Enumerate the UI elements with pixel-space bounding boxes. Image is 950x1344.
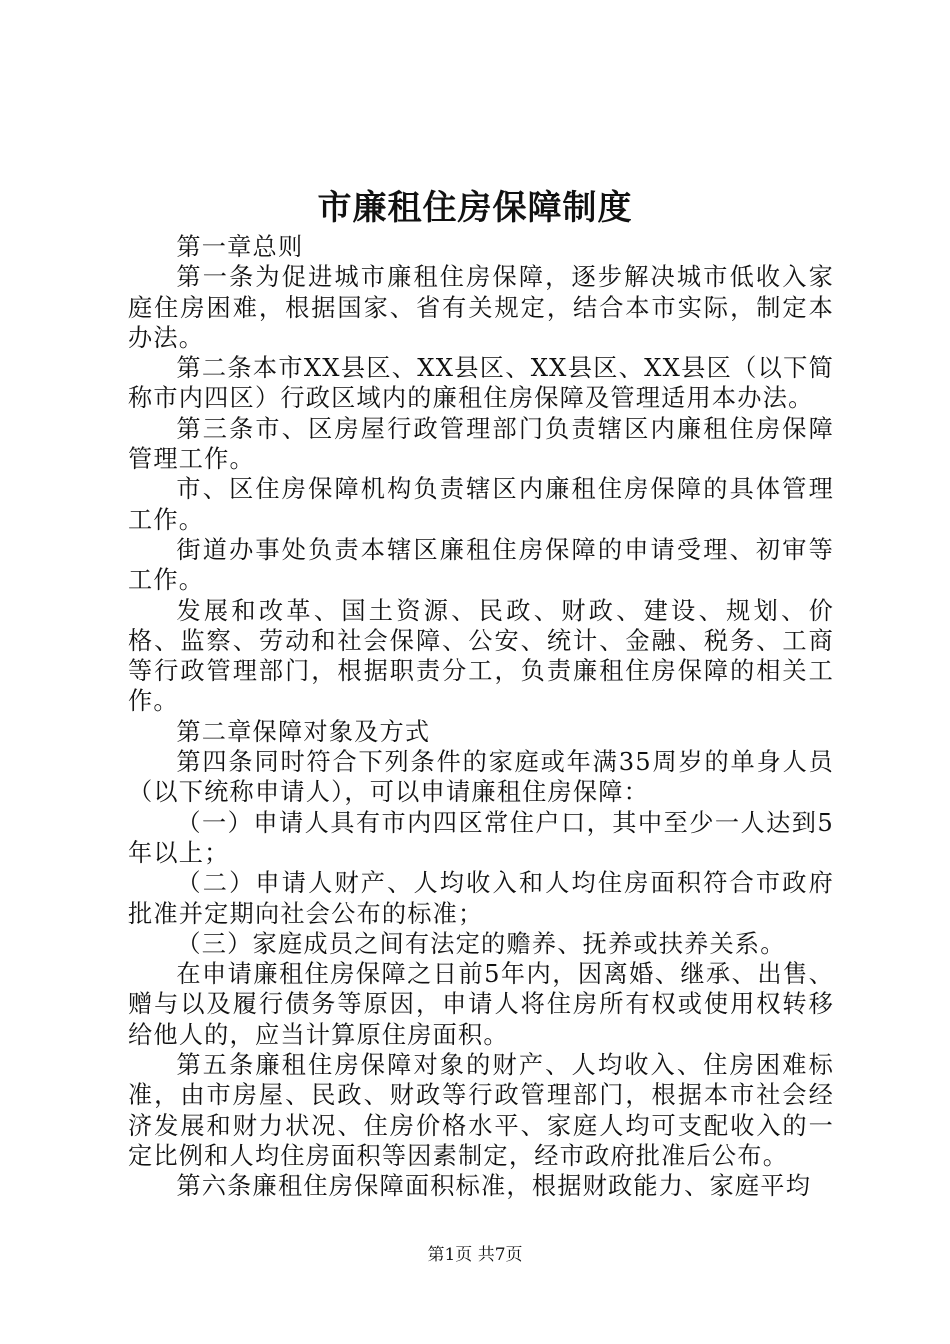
list-item: （二）申请人财产、人均收入和人均住房面积符合市政府批准并定期向社会公布的标准； (128, 869, 834, 928)
list-item: （一）申请人具有市内四区常住户口，其中至少一人达到5年以上； (128, 808, 834, 867)
body-paragraph: 第六条廉租住房保障面积标准，根据财政能力、家庭平均 (176, 1172, 812, 1201)
body-paragraph: 第二条本市XX县区、XX县区、XX县区、XX县区（以下简称市内四区）行政区域内的廉租住房保障及管理适用本办法。 (128, 354, 834, 413)
list-item: （三）家庭成员之间有法定的赡养、抚养或扶养关系。 (176, 929, 786, 958)
body-paragraph: 第四条同时符合下列条件的家庭或年满35周岁的单身人员（以下统称申请人），可以申请廉租住房保障： (128, 748, 834, 807)
body-paragraph: 市、区住房保障机构负责辖区内廉租住房保障的具体管理工作。 (128, 475, 834, 534)
chapter-heading: 第二章保障对象及方式 (176, 717, 431, 746)
page-number-footer: 第1页 共7页 (427, 1245, 523, 1265)
body-paragraph: 第三条市、区房屋行政管理部门负责辖区内廉租住房保障管理工作。 (128, 414, 834, 474)
chapter-heading: 第一章总则 (176, 233, 304, 261)
body-paragraph: 街道办事处负责本辖区廉租住房保障的申请受理、初审等工作。 (128, 535, 834, 595)
body-paragraph: 第一条为促进城市廉租住房保障，逐步解决城市低收入家庭住房困难，根据国家、省有关规定，结合本市实际，制定本办法。 (128, 263, 834, 352)
body-paragraph: 发展和改革、国土资源、民政、财政、建设、规划、价格、监察、劳动和社会保障、公安、统计、金融、税务、工商等行政管理部门，根据职责分工，负责廉租住房保障的相关工作。 (128, 596, 834, 716)
body-paragraph: 在申请廉租住房保障之日前5年内，因离婚、继承、出售、赠与以及履行债务等原因，申请人将住房所有权或使用权转移给他人的，应当计算原住房面积。 (128, 960, 834, 1049)
document-title: 市廉租住房保障制度 (317, 188, 633, 228)
body-paragraph: 第五条廉租住房保障对象的财产、人均收入、住房困难标准，由市房屋、民政、财政等行政管理部门，根据本市社会经济发展和财力状况、住房价格水平、家庭人均可支配收入的一定比例和人均住房面积等因素制定，经市政府批准后公布。 (128, 1051, 834, 1170)
document-body (128, 232, 834, 1202)
